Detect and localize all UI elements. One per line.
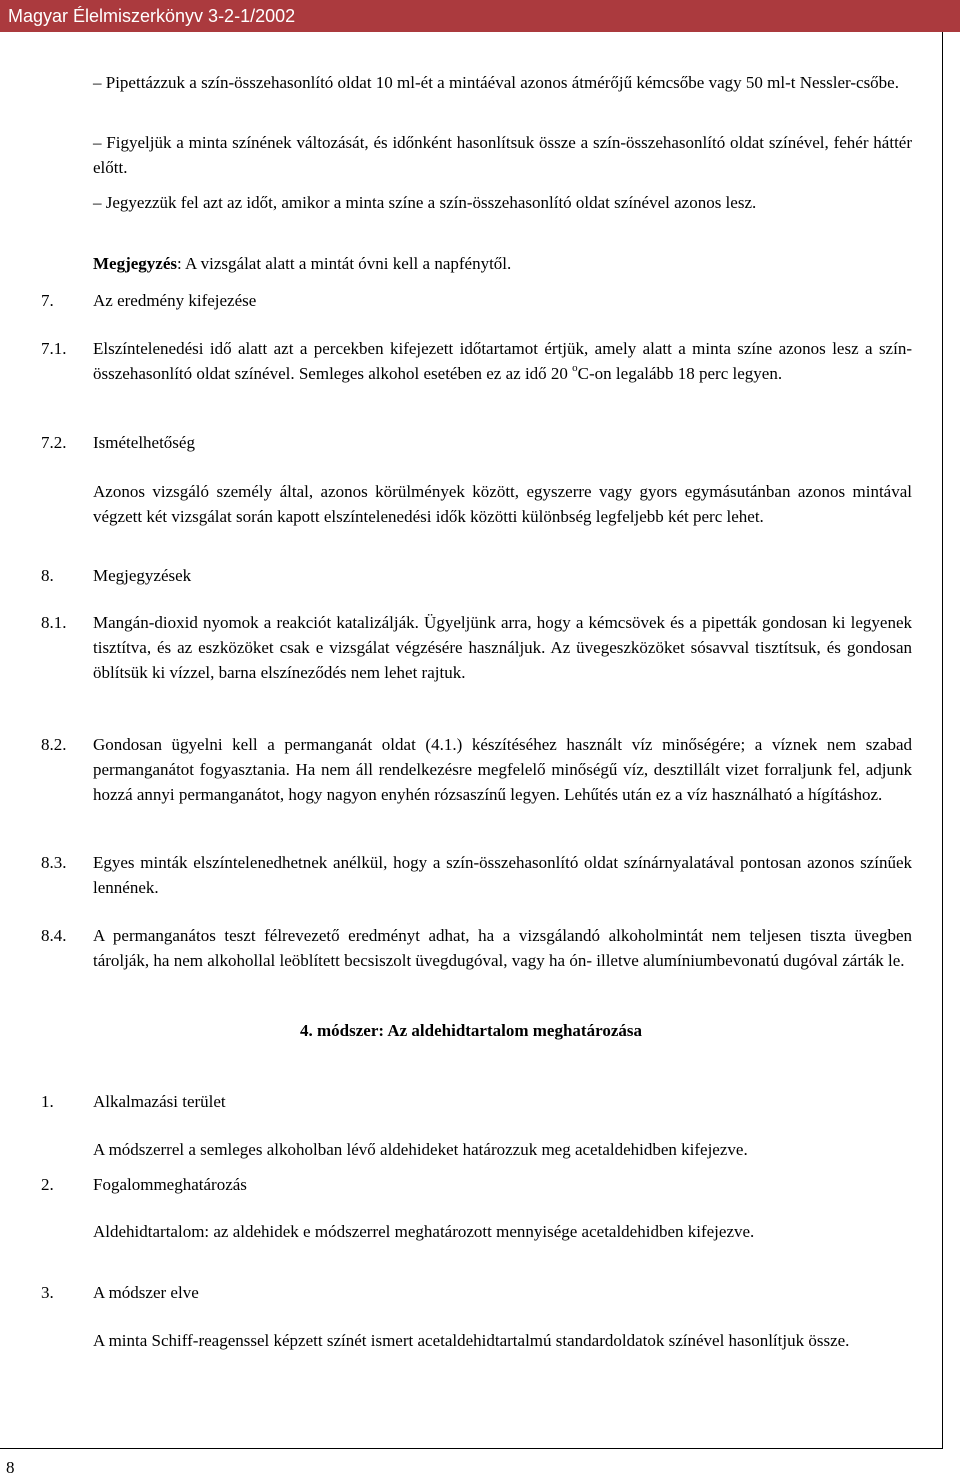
section-8-4-text: A permanganátos teszt félrevezető eredményt adhat, ha a vizsgálandó alkoholmintát nem teljesen tiszta üvegben tárolják, ha nem alkohollal leöblített becsiszolt üvegdugóval, vagy ha ón- illetve alumíniumbevonatú dugóval zárták le. — [93, 926, 912, 970]
method-section-3-title: A módszer elve — [93, 1283, 199, 1302]
section-7-2-title: Ismételhetőség — [93, 433, 195, 452]
note-label: Megjegyzés — [93, 254, 178, 273]
page-number: 8 — [6, 1458, 15, 1477]
method-section-2-number: 2. — [41, 1175, 54, 1194]
bullet-observe: – Figyeljük a minta színének változását, és időnként hasonlítsuk össze a szín-összehasonlító oldat színével, fehér háttér előtt. — [93, 133, 912, 177]
section-8-4-number: 8.4. — [41, 926, 67, 945]
note-paragraph — [93, 251, 912, 276]
note-text: : A vizsgálat alatt a mintát óvni kell a napfénytől. — [177, 254, 512, 273]
method-section-3-number: 3. — [41, 1283, 54, 1302]
method-4-title: 4. módszer: Az aldehidtartalom meghatározása — [300, 1021, 642, 1040]
section-8-2-number: 8.2. — [41, 735, 67, 754]
section-8-1-number: 8.1. — [41, 613, 67, 632]
section-8-3-number: 8.3. — [41, 853, 67, 872]
section-8-2-text: Gondosan ügyelni kell a permanganát oldat (4.1.) készítéséhez használt víz minőségére; a víznek nem szabad permanganátot fogyasztania. Ha nem áll rendelkezésre megfelelő minőségű víz, desztillált vizet forraljunk fel, adjunk hozzá annyi permanganátot, hogy nagyon enyhén rózsaszínű legyen. Lehűtés után ez a víz használható a hígításhoz. — [93, 735, 912, 804]
header-bar — [0, 0, 960, 32]
method-section-2-title: Fogalommeghatározás — [93, 1175, 247, 1194]
section-7-1-text — [93, 336, 912, 386]
method-section-1-number: 1. — [41, 1092, 54, 1111]
section-7-title: Az eredmény kifejezése — [93, 291, 257, 310]
bullet-pipette: – Pipettázzuk a szín-összehasonlító oldat 10 ml-ét a mintáéval azonos átmérőjű kémcsőbe vagy 50 ml-t Nessler-csőbe. — [93, 73, 899, 92]
degree-sup: o — [572, 362, 578, 375]
section-8-1-text: Mangán-dioxid nyomok a reakciót katalizálják. Ügyeljünk arra, hogy a kémcsövek és a pipetták gondosan ki legyenek tisztítva, és az eszközöket csak e vizsgálat végzésére használjuk. Az üvegeszközöket sósavval tisztítsuk, és gondosan öblítsük ki vízzel, barna elszíneződés nem lehet rajtuk. — [93, 613, 912, 682]
document-title: Magyar Élelmiszerkönyv 3-2-1/2002 — [8, 6, 296, 26]
section-8-title: Megjegyzések — [93, 566, 192, 585]
method-section-1-title: Alkalmazási terület — [93, 1092, 226, 1111]
section-8-3-text: Egyes minták elszíntelenedhetnek anélkül, hogy a szín-összehasonlító oldat színárnyalatával pontosan azonos színűek lennének. — [93, 853, 912, 897]
section-7-2-number: 7.2. — [41, 433, 67, 452]
section-7-2-text: Azonos vizsgáló személy által, azonos körülmények között, egyszerre vagy gyors egymásutánban azonos mintával végzett két vizsgálat során kapott elszíntelenedési idők közötti különbség legfeljebb két perc lehet. — [93, 482, 912, 526]
section-7-1-text-b: C-on legalább 18 perc legyen. — [577, 364, 783, 383]
bullet-record-time: – Jegyezzük fel azt az időt, amikor a minta színe a szín-összehasonlító oldat színével azonos lesz. — [93, 193, 757, 212]
section-7-1-number: 7.1. — [41, 339, 67, 358]
section-8-number: 8. — [41, 566, 54, 585]
method-section-2-text: Aldehidtartalom: az aldehidek e módszerrel meghatározott mennyisége acetaldehidben kifejezve. — [93, 1222, 755, 1241]
method-section-1-text: A módszerrel a semleges alkoholban lévő aldehideket határozzuk meg acetaldehidben kifejezve. — [93, 1140, 748, 1159]
method-section-3-text: A minta Schiff-reagenssel képzett színét ismert acetaldehidtartalmú standardoldatok színével hasonlítjuk össze. — [93, 1331, 850, 1350]
section-7-number: 7. — [41, 291, 54, 310]
section-7-1-text-a: Elszíntelenedési idő alatt azt a percekben kifejezett időtartamot értjük, amely alatt a minta színe azonos lesz a szín-összehasonlító oldat színével. Semleges alkohol esetében ez az idő 20 — [93, 339, 912, 383]
